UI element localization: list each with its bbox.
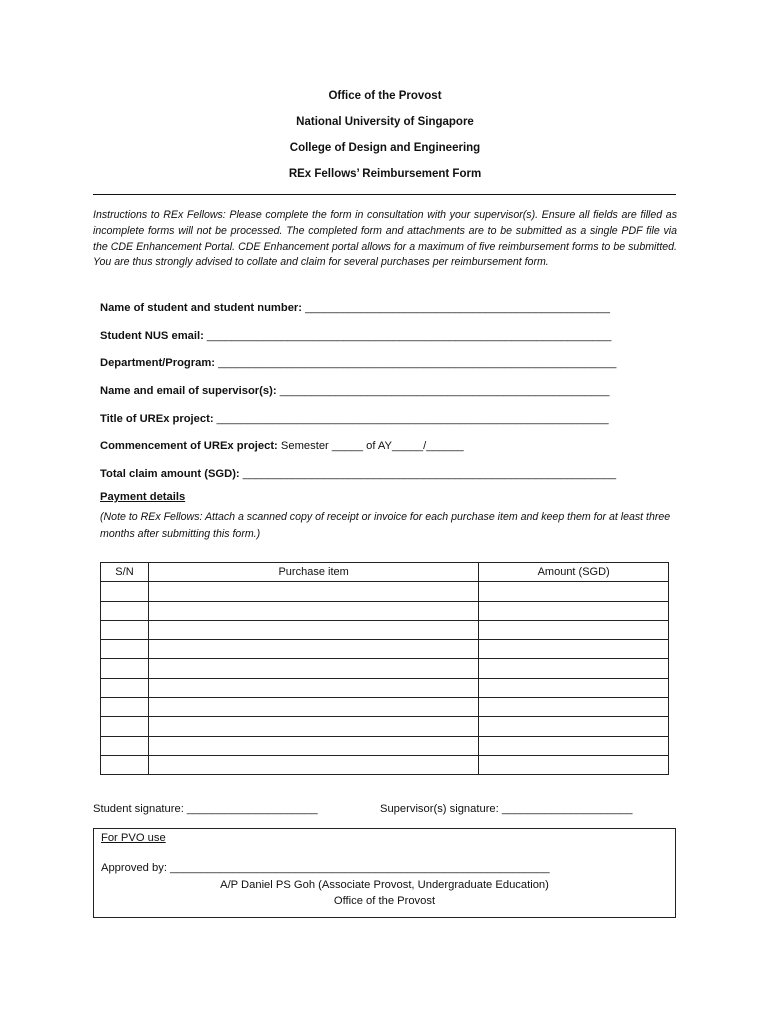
pvo-approved-by[interactable]: Approved by: _____________________________________________________________ — [101, 862, 550, 874]
header-rule — [93, 194, 676, 195]
field-department-label: Department/Program: — [100, 357, 216, 369]
col-sn: S/N — [101, 563, 149, 582]
field-supervisor[interactable] — [100, 385, 609, 397]
field-supervisor-line[interactable]: _____________________________________________________ — [279, 385, 610, 397]
table-row[interactable] — [101, 640, 669, 659]
supervisor-signature[interactable]: Supervisor(s) signature: _____________________ — [380, 803, 633, 815]
field-project[interactable] — [100, 413, 609, 425]
field-name-number[interactable] — [100, 302, 610, 314]
field-commencement-line[interactable]: Semester _____ of AY_____/______ — [280, 440, 464, 452]
table-row[interactable] — [101, 736, 669, 755]
pvo-office: Office of the Provost — [333, 895, 436, 907]
cell-sn[interactable] — [101, 582, 149, 601]
cell-sn[interactable] — [101, 755, 149, 774]
cell-sn[interactable] — [101, 601, 149, 620]
cell-item[interactable] — [148, 736, 478, 755]
table-row[interactable] — [101, 717, 669, 736]
header-office: Office of the Provost — [328, 90, 442, 102]
table-row[interactable] — [101, 678, 669, 697]
form-title: REx Fellows’ Reimbursement Form — [288, 168, 482, 180]
field-department-line[interactable]: ________________________________________________________________ — [218, 357, 617, 369]
payment-heading: Payment details — [100, 491, 186, 503]
pvo-box — [93, 828, 676, 918]
cell-sn[interactable] — [101, 717, 149, 736]
field-commencement-label: Commencement of UREx project: — [100, 440, 278, 452]
cell-item[interactable] — [148, 678, 478, 697]
field-department[interactable] — [100, 357, 616, 369]
cell-item[interactable] — [148, 640, 478, 659]
field-project-line[interactable]: _______________________________________________________________ — [216, 413, 609, 425]
cell-amount[interactable] — [479, 736, 669, 755]
cell-item[interactable] — [148, 601, 478, 620]
cell-sn[interactable] — [101, 678, 149, 697]
table-row[interactable] — [101, 582, 669, 601]
field-email-line[interactable]: _________________________________________________________________ — [206, 330, 612, 342]
purchase-table — [100, 562, 669, 775]
cell-item[interactable] — [148, 698, 478, 717]
field-total-line[interactable]: ____________________________________________________________ — [242, 468, 617, 480]
col-amount: Amount (SGD) — [479, 563, 669, 582]
field-total[interactable] — [100, 468, 616, 480]
cell-item[interactable] — [148, 717, 478, 736]
header-college: College of Design and Engineering — [289, 142, 481, 154]
field-supervisor-label: Name and email of supervisor(s): — [100, 385, 277, 397]
cell-amount[interactable] — [479, 755, 669, 774]
cell-amount[interactable] — [479, 601, 669, 620]
cell-item[interactable] — [148, 620, 478, 639]
cell-item[interactable] — [148, 659, 478, 678]
cell-item[interactable] — [148, 755, 478, 774]
cell-item[interactable] — [148, 582, 478, 601]
cell-amount[interactable] — [479, 640, 669, 659]
cell-amount[interactable] — [479, 620, 669, 639]
pvo-approver-name: A/P Daniel PS Goh (Associate Provost, Undergraduate Education) — [220, 879, 549, 891]
table-row[interactable] — [101, 698, 669, 717]
payment-note: (Note to REx Fellows: Attach a scanned copy of receipt or invoice for each purchase item and keep them for at least three months after submitting this form.) — [100, 511, 671, 540]
header-university: National University of Singapore — [296, 116, 474, 128]
cell-amount[interactable] — [479, 678, 669, 697]
field-name-number-line[interactable]: _________________________________________________ — [305, 302, 611, 314]
cell-sn[interactable] — [101, 620, 149, 639]
student-signature[interactable]: Student signature: _____________________ — [93, 803, 318, 815]
field-project-label: Title of UREx project: — [100, 413, 214, 425]
cell-sn[interactable] — [101, 659, 149, 678]
field-total-label: Total claim amount (SGD): — [100, 468, 240, 480]
field-email-label: Student NUS email: — [100, 330, 204, 342]
table-row[interactable] — [101, 755, 669, 774]
field-name-number-label: Name of student and student number: — [100, 302, 303, 314]
cell-sn[interactable] — [101, 736, 149, 755]
cell-sn[interactable] — [101, 640, 149, 659]
table-header-row — [101, 563, 669, 582]
cell-amount[interactable] — [479, 582, 669, 601]
table-row[interactable] — [101, 601, 669, 620]
field-email[interactable] — [100, 330, 611, 342]
cell-amount[interactable] — [479, 698, 669, 717]
table-row[interactable] — [101, 620, 669, 639]
instructions: Instructions to REx Fellows: Please complete the form in consultation with your supervisor(s). Ensure all fields are filled as incomplete forms will not be processed. The completed form and attachments are to be submitted as a single PDF file via the CDE Enhancement Portal. CDE Enhancement portal allows for a maximum of five reimbursement forms to be submitted. You are thus strongly advised to collate and claim for several purchases per reimbursement form. — [93, 209, 677, 269]
pvo-title: For PVO use — [101, 832, 166, 844]
col-purchase-item: Purchase item — [148, 563, 478, 582]
cell-amount[interactable] — [479, 659, 669, 678]
cell-sn[interactable] — [101, 698, 149, 717]
field-commencement[interactable] — [100, 440, 464, 452]
table-row[interactable] — [101, 659, 669, 678]
cell-amount[interactable] — [479, 717, 669, 736]
